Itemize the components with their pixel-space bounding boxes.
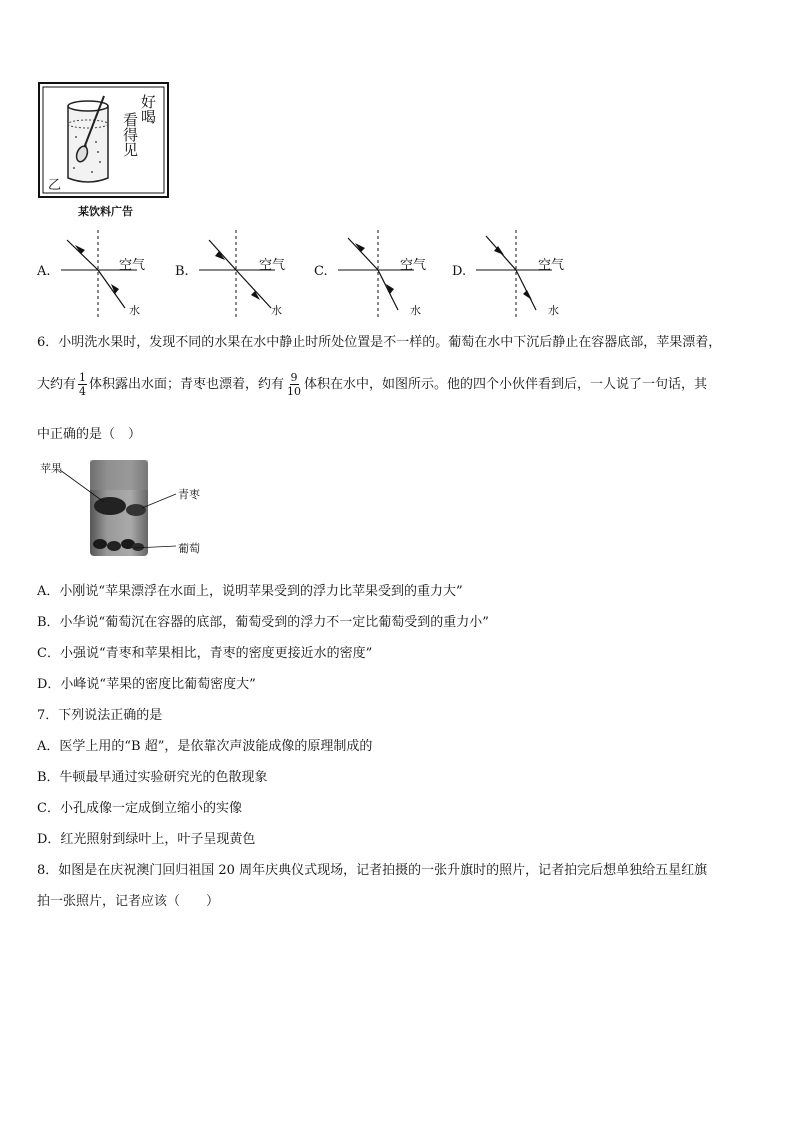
q5-option-c — [314, 228, 444, 320]
q7-stem: 7．下列说法正确的是 — [37, 708, 163, 723]
fraction-one-quarter — [78, 371, 87, 398]
water-label: 水 — [548, 304, 559, 317]
q8-line1: 8．如图是在庆祝澳门回归祖国 20 周年庆典仪式现场，记者拍摄的一张升旗时的照片，记者拍完后想单独给五星红旗 — [37, 863, 708, 878]
fraction-nine-tenths — [286, 371, 302, 398]
q6-line2-part-c: 体积在水中，如图所示。他的四个小伙伴看到后，一人说了一句话，其 — [304, 377, 708, 392]
grape-label: 葡萄 — [178, 542, 200, 555]
q8-line2: 拍一张照片，记者应该（ ） — [37, 894, 220, 909]
q5-option-b — [175, 228, 305, 320]
refraction-diagram-b — [197, 228, 307, 320]
q6-option-a: A．小刚说“苹果漂浮在水面上，说明苹果受到的浮力比苹果受到的重力大” — [37, 584, 463, 599]
q5-option-d — [452, 228, 582, 320]
fraction-numerator: 9 — [290, 371, 298, 384]
q7-option-a: A．医学上用的“B 超”，是依靠次声波能成像的原理制成的 — [37, 739, 373, 754]
option-label: B. — [175, 264, 189, 279]
advert-figure — [38, 82, 170, 217]
air-label: 空气 — [538, 258, 565, 273]
advert-text-right: 好喝 — [139, 94, 157, 124]
advert-panel-letter: 乙 — [48, 178, 62, 193]
fraction-denominator: 10 — [287, 385, 302, 398]
refraction-diagram-d — [474, 228, 584, 320]
air-label: 空气 — [400, 258, 427, 273]
water-label: 水 — [410, 304, 421, 317]
apple-label: 苹果 — [40, 462, 62, 475]
q7-option-c: C．小孔成像一定成倒立缩小的实像 — [37, 801, 242, 816]
refraction-diagram-c — [336, 228, 446, 320]
advert-caption: 某饮料广告 — [78, 205, 133, 218]
air-label: 空气 — [259, 258, 286, 273]
water-label: 水 — [271, 304, 282, 317]
q6-line1: 6．小明洗水果时，发现不同的水果在水中静止时所处位置是不一样的。葡萄在水中下沉后静止在容器底部，苹果漂着， — [37, 335, 722, 350]
fraction-denominator: 4 — [79, 385, 87, 398]
q6-option-d: D．小峰说“苹果的密度比葡萄密度大” — [37, 677, 256, 692]
q6-line2-part-a: 大约有 — [37, 377, 77, 392]
q6-line2-part-b: 体积露出水面；青枣也漂着，约有 — [89, 377, 285, 392]
q6-option-c: C．小强说“青枣和苹果相比，青枣的密度更接近水的密度” — [37, 646, 373, 661]
q6-line3: 中正确的是（ ） — [37, 427, 142, 442]
jujube-label: 青枣 — [178, 488, 200, 501]
option-label: C. — [314, 264, 328, 279]
fruit-figure — [38, 458, 218, 562]
air-label: 空气 — [119, 258, 146, 273]
advert-text-left: 看得见 — [121, 112, 139, 157]
water-label: 水 — [129, 304, 140, 317]
option-label: A. — [37, 264, 51, 279]
q5-options — [0, 228, 794, 320]
q6-line2 — [37, 370, 707, 400]
q5-option-a — [37, 228, 167, 320]
q7-option-d: D．红光照射到绿叶上，叶子呈现黄色 — [37, 832, 256, 847]
q6-option-b: B．小华说“葡萄沉在容器的底部，葡萄受到的浮力不一定比葡萄受到的重力小” — [37, 615, 489, 630]
option-label: D. — [452, 264, 467, 279]
q7-option-b: B．牛顿最早通过实验研究光的色散现象 — [37, 770, 268, 785]
refraction-diagram-a — [59, 228, 169, 320]
fraction-numerator: 1 — [79, 371, 87, 384]
